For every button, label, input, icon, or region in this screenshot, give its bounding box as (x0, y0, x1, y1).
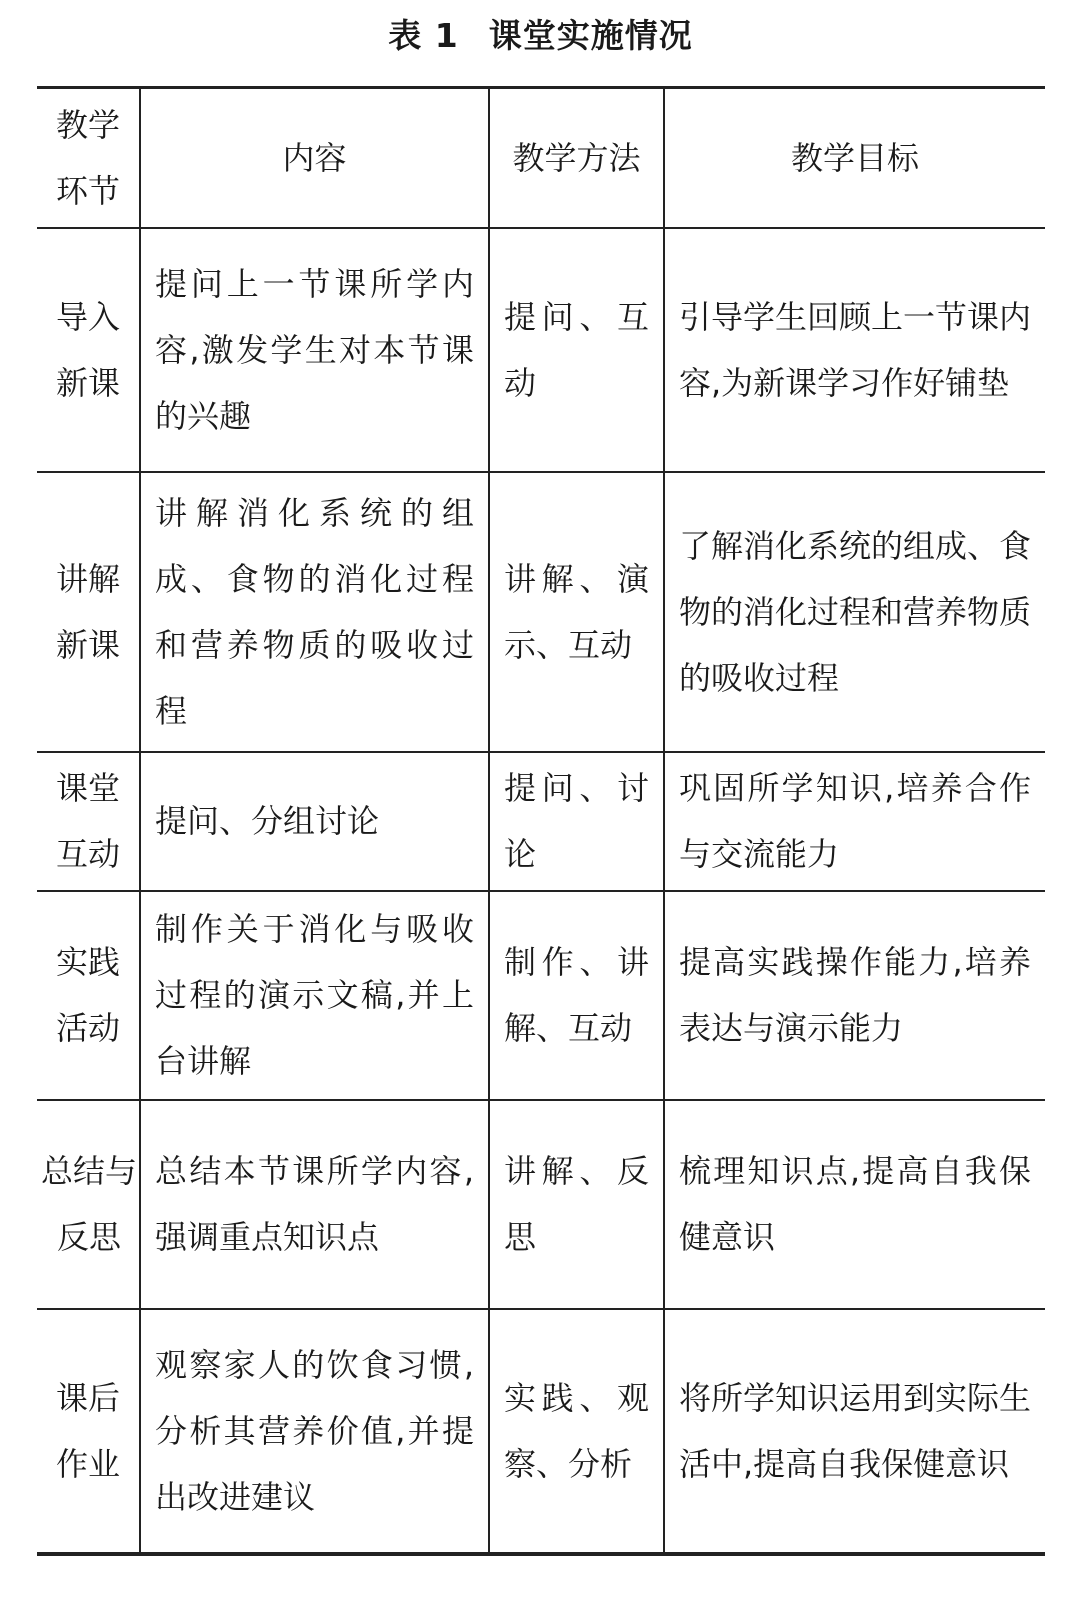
table-caption (0, 14, 1081, 58)
cell-method: 制作、讲解、互动 (489, 891, 664, 1100)
cell-goal: 了解消化系统的组成、食物的消化过程和营养物质的吸收过程 (664, 472, 1045, 752)
cell-content: 提问、分组讨论 (140, 752, 489, 891)
cell-stage: 课堂互动 (37, 752, 140, 891)
cell-goal: 引导学生回顾上一节课内容,为新课学习作好铺垫 (664, 228, 1045, 472)
table-row (37, 472, 1045, 752)
cell-goal: 巩固所学知识,培养合作与交流能力 (664, 752, 1045, 891)
header-stage: 教学环节 (37, 88, 140, 228)
cell-stage: 实践活动 (37, 891, 140, 1100)
table-row (37, 752, 1045, 891)
cell-content: 总结本节课所学内容,强调重点知识点 (140, 1100, 489, 1309)
cell-stage: 总结与反思 (37, 1100, 140, 1309)
cell-stage: 讲解新课 (37, 472, 140, 752)
cell-content: 制作关于消化与吸收过程的演示文稿,并上台讲解 (140, 891, 489, 1100)
cell-method: 提问、讨论 (489, 752, 664, 891)
implementation-table (37, 86, 1045, 1556)
cell-stage: 课后作业 (37, 1309, 140, 1554)
table-row (37, 1309, 1045, 1554)
table-row (37, 891, 1045, 1100)
table-title: 课堂实施情况 (488, 16, 693, 55)
cell-goal: 梳理知识点,提高自我保健意识 (664, 1100, 1045, 1309)
table-number: 表 1 (388, 16, 459, 55)
table-row (37, 1100, 1045, 1309)
table-row (37, 228, 1045, 472)
header-method: 教学方法 (489, 88, 664, 228)
cell-goal: 将所学知识运用到实际生活中,提高自我保健意识 (664, 1309, 1045, 1554)
cell-method: 实践、观察、分析 (489, 1309, 664, 1554)
header-goal: 教学目标 (664, 88, 1045, 228)
cell-goal: 提高实践操作能力,培养表达与演示能力 (664, 891, 1045, 1100)
cell-method: 讲解、演示、互动 (489, 472, 664, 752)
cell-content: 观察家人的饮食习惯,分析其营养价值,并提出改进建议 (140, 1309, 489, 1554)
header-content: 内容 (140, 88, 489, 228)
cell-stage: 导入新课 (37, 228, 140, 472)
cell-method: 提问、互动 (489, 228, 664, 472)
cell-content: 讲解消化系统的组成、食物的消化过程和营养物质的吸收过程 (140, 472, 489, 752)
cell-method: 讲解、反思 (489, 1100, 664, 1309)
table-header-row (37, 88, 1045, 228)
cell-content: 提问上一节课所学内容,激发学生对本节课的兴趣 (140, 228, 489, 472)
